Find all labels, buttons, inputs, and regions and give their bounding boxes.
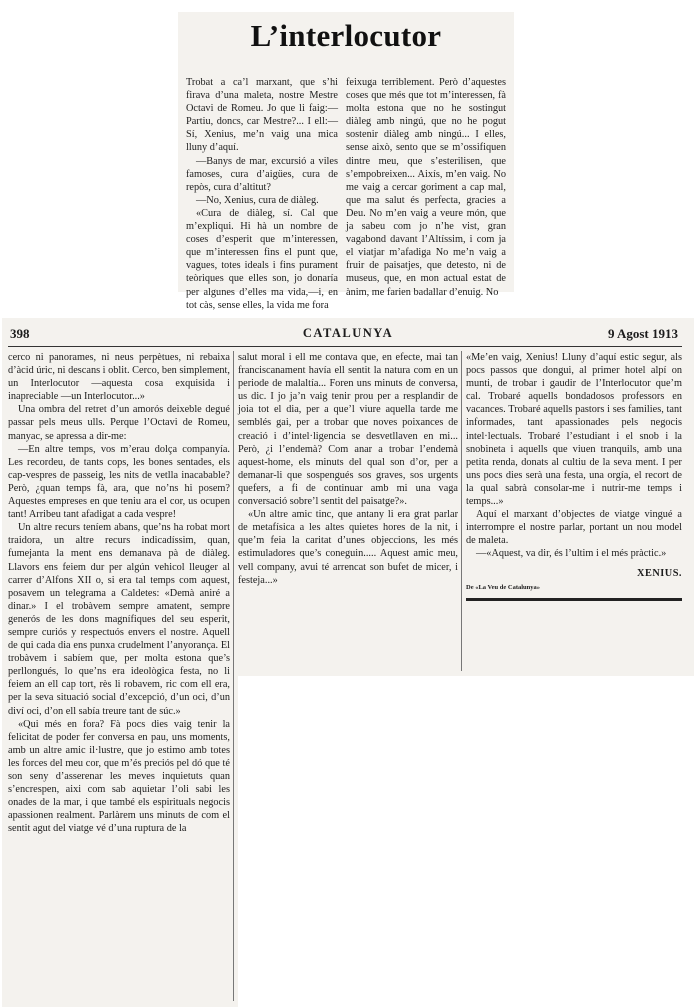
paragraph: «Cura de diàleg, sí. Cal que m’expliqui. Hi hà un nombre de coses d’esperit que m’interessen, que m’interessen fins el punt que, vagues, totes ideals i fins purament teòriques que elles son, jo donaría per algunes d’elles ma vida,—i, en tot càs, sense elles, la vida me fora [186,207,338,311]
source-credit: De «La Veu de Catalunya» [466,583,541,591]
header-rule [8,346,682,347]
journal-name: CATALUNYA [302,326,394,340]
paragraph: —No, Xenius, cura de diàleg. [196,194,319,206]
column-3 [466,351,682,601]
paragraph: salut moral i ell me contava que, en efecte, mai tan franciscanament havía ell sentit la natura com en un periode de malaltía... Foren uns minuts de conversa, us dic. I jo ja’n vaig tenir prou per a resplandir de joia tot el dia, per a que’l viure aquella tarde me semblés gai, per a trobar que noves poixances de creació i d’intel·ligencia se desvetllaven en mi... Però, ¿i l’endemà? Com anar a trobar l’endemà aquest-home, els minuts del qual son d’or, per a demanar-li que sospengués sos graves, sos urgents quefers, a fi de continuar amb mi una vaga conversació sobre’l sentit del paisatge?». [238,352,458,508]
page-number: 398 [10,326,30,341]
signature: XENIUS. [637,567,682,579]
paragraph: Aquí el marxant d’objectes de viatge vingué a interrompre el nostre parlar, portant un nou model de maleta. [466,509,682,547]
column-1 [8,351,230,835]
paragraph: —«Aquest, va dir, és l’ultim i el més pràctic.» [476,548,667,560]
paragraph: «Qui més en fora? Fà pocs dies vaig tenir la felicitat de poder fer conversa en pau, uns moments, amb un altre amic il·lustre, que jo estimo amb totes les forces del meu cor, que m’és preciós pel dó que té son seny d’asserenar les meves inquietuts quan s’encrespen, aixi com sab aquietar l’oli sabi les onades de la mar, i que també els espirituals negocis apassionen realment. Parlàrem uns minuts de com el sentit agut del viatge vé d’una ruptura de la [8,718,230,835]
end-rule [466,598,682,601]
article-title: L’interlocutor [250,18,442,53]
paragraph: Un altre recurs teníem abans, que’ns ha robat mort traidora, un altre recurs indicadíssim, quan, fumejanta la ment ens demanava pà de diàleg. Llavors ens feiem dur per algún vehicol lleuger al carrer d’Alfons XII o, si era tal temps com aquest, posavem un telegrama a Caldetes: «Demà aniré a dinar.» I el trobàvem sempre amatent, sempre generós de les dons magnífiques del seu esperit, sempre curiós y respectuós envers el nostre. Aquell de qui cada dia ens punxa crudelment l’anyorança. El trobàvem i sabíem que, per molta estona que’s perllongués, lo que’ns era ideològica festa, no li feiem an ell cap tort, rès li robavem, ric com ell era, per la seva situació social d’excepció, d’un oci, d’un diví oci, d’on ell sabía treure tant de súc.» [8,522,230,717]
paragraph: —En altre temps, vos m’erau dolça companyía. Les recordeu, de tants cops, les bones sentades, els cap-vespres de passeig, les nits de vetlla inacabable? Però, ¿quan temps fà, ara, que no’ns hi posem? Aquestes empreses en que teniu ara el cor, us ocupen tant! Arribeu tant afadigat a cada vespre! [8,443,230,521]
paragraph: «Me’en vaig, Xenius! Lluny d’aquí estic segur, als pocs passos que dongui, al primer hotel alpí on munti, de trobar i gaudir de l’Interlocutor que’m cal. Trobaré aquells bondadosos professors en vacances. Trobaré aquells pastors i ses families, tant informades, tant apassionades pels negocis intel·lectuals. Trobaré l’estudiant i el snob i la snobineta i aquells que viuen tranquils, amb una petita renda, donats al cultiu de la seva ment. I per uns pocs dies serà una festa, una orgía, el recort de la qual sabrà consolar-me i nutrir-me temps i temps...» [466,352,682,508]
column-divider [233,351,234,1001]
paragraph: —Banys de mar, excursió a viles famoses, cura d’aigües, cura de repòs, cura d’altitut? [186,155,338,193]
paragraph: «Un altre amic tinc, que antany li era grat parlar de metafísica a les altes quietes hores de la nit, i que’m feia la caritat d’unes objeccions, les més estimuladores que’s coneguin..... Aquest amic meu, vell company, avui té arrencat son bufet de micer, i festeja...» [238,509,458,586]
top-left-column [186,76,338,312]
issue-date: 9 Agost 1913 [607,326,678,341]
paragraph: Una ombra del retret d’un amorós deixeble degué passar pels meus ulls. Perque l’Octavi de Romeu, manyac, se apressa a dir-me: [8,404,230,442]
blank-area [238,676,694,1007]
top-right-column [346,76,506,299]
paragraph: feixuga terriblement. Però d’aquestes coses que més que tot m’interessen, fà molta estona que no he sostingut diàleg amb ningú, que no he pogut sostenir diàleg amb ningú... I elles, sense això, sento que se m’ossifiquen dintre meu, que s’esterilisen, que s’empobreixen... Aixís, m’en vaig. No me vaig a cercar goriment a cap mal, que ma salut és perfecta, gracies a Deu. No m’en vaig a veure món, que ja sabeu com jo n’he vist, gran vagabond davant l’Altíssim, i com ja el viatjar m’afadiga No me’n vaig a fruir de paisatjes, que detesto, ni de museus, que, en mon actual estat de ànim, me farien badallar d’enuig. No [346,77,506,298]
column-2 [238,351,458,587]
paragraph: Trobat a ca’l marxant, que s’hi firava d’una maleta, nostre Mestre Octavi de Romeu. Jo que li faig:—Partiu, doncs, car Mestre?... I ell:—Sí, Xenius, me’n vaig una mica lluny d’aquí. [186,77,338,154]
top-clipping [178,12,514,311]
bottom-clipping [2,318,694,1007]
paragraph: cerco ni panorames, ni neus perpètues, ni rebaixa d’àcid úric, ni descans i oblit. Cerco, ben simplement, un Interlocutor —aquesta cosa exquisida i inapreciable —un Interlocutor...» [8,352,230,403]
column-divider [461,351,462,671]
